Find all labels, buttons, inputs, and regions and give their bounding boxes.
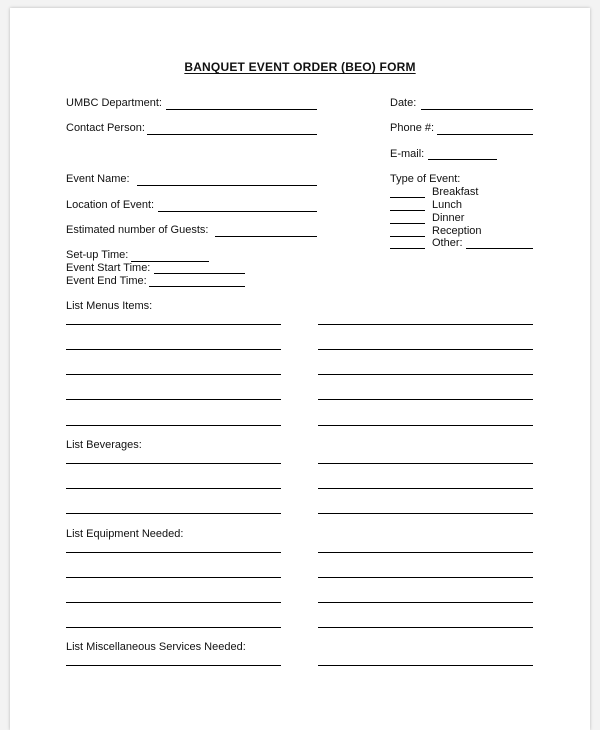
phone-label: Phone #: — [390, 122, 435, 134]
equipment-line[interactable] — [318, 602, 533, 603]
misc-services-line[interactable] — [318, 665, 533, 666]
contact-person-label: Contact Person: — [66, 122, 145, 134]
reception-checkline[interactable] — [390, 236, 425, 237]
other-checkline[interactable] — [390, 248, 425, 249]
date-label: Date: — [390, 97, 417, 109]
beverages-line[interactable] — [318, 463, 533, 464]
misc-services-heading: List Miscellaneous Services Needed: — [66, 641, 246, 653]
contact-person-field[interactable] — [147, 134, 317, 135]
setup-time-label: Set-up Time: — [66, 249, 129, 261]
dinner-checkline[interactable] — [390, 223, 425, 224]
menu-items-line[interactable] — [66, 349, 281, 350]
email-field[interactable] — [428, 159, 497, 160]
beverages-line[interactable] — [66, 513, 281, 514]
reception-option: Reception — [432, 225, 482, 237]
other-specify-field[interactable] — [466, 248, 533, 249]
menu-items-line[interactable] — [318, 374, 533, 375]
menu-items-line[interactable] — [66, 399, 281, 400]
email-label: E-mail: — [390, 148, 425, 160]
phone-field[interactable] — [437, 134, 533, 135]
beverages-line[interactable] — [66, 488, 281, 489]
umbc-department-label: UMBC Department: — [66, 97, 162, 109]
menu-items-line[interactable] — [66, 374, 281, 375]
menu-items-line[interactable] — [318, 349, 533, 350]
event-end-time-label: Event End Time: — [66, 275, 147, 287]
event-name-label: Event Name: — [66, 173, 130, 185]
event-name-field[interactable] — [137, 185, 317, 186]
type-of-event-heading: Type of Event: — [390, 173, 461, 185]
menu-items-line[interactable] — [66, 324, 281, 325]
menu-items-heading: List Menus Items: — [66, 300, 153, 312]
event-end-time-field[interactable] — [149, 286, 245, 287]
equipment-line[interactable] — [318, 627, 533, 628]
menu-items-line[interactable] — [318, 324, 533, 325]
menu-items-line[interactable] — [318, 399, 533, 400]
lunch-option: Lunch — [432, 199, 462, 211]
estimated-guests-field[interactable] — [215, 236, 317, 237]
equipment-line[interactable] — [66, 627, 281, 628]
menu-items-line[interactable] — [318, 425, 533, 426]
estimated-guests-label: Estimated number of Guests: — [66, 224, 209, 236]
umbc-department-field[interactable] — [166, 109, 317, 110]
beverages-line[interactable] — [318, 488, 533, 489]
equipment-line[interactable] — [66, 577, 281, 578]
form-title: BANQUET EVENT ORDER (BEO) FORM — [184, 60, 416, 74]
date-field[interactable] — [421, 109, 533, 110]
location-of-event-field[interactable] — [158, 211, 317, 212]
breakfast-checkline[interactable] — [390, 197, 425, 198]
form-page — [10, 8, 590, 730]
dinner-option: Dinner — [432, 212, 465, 224]
equipment-line[interactable] — [66, 552, 281, 553]
event-start-time-field[interactable] — [154, 273, 245, 274]
equipment-line[interactable] — [318, 552, 533, 553]
location-of-event-label: Location of Event: — [66, 199, 155, 211]
misc-services-line[interactable] — [66, 665, 281, 666]
beverages-line[interactable] — [318, 513, 533, 514]
lunch-checkline[interactable] — [390, 210, 425, 211]
event-start-time-label: Event Start Time: — [66, 262, 151, 274]
equipment-line[interactable] — [318, 577, 533, 578]
equipment-heading: List Equipment Needed: — [66, 528, 184, 540]
other-option: Other: — [432, 237, 463, 249]
breakfast-option: Breakfast — [432, 186, 479, 198]
beverages-line[interactable] — [66, 463, 281, 464]
beverages-heading: List Beverages: — [66, 439, 142, 451]
equipment-line[interactable] — [66, 602, 281, 603]
menu-items-line[interactable] — [66, 425, 281, 426]
